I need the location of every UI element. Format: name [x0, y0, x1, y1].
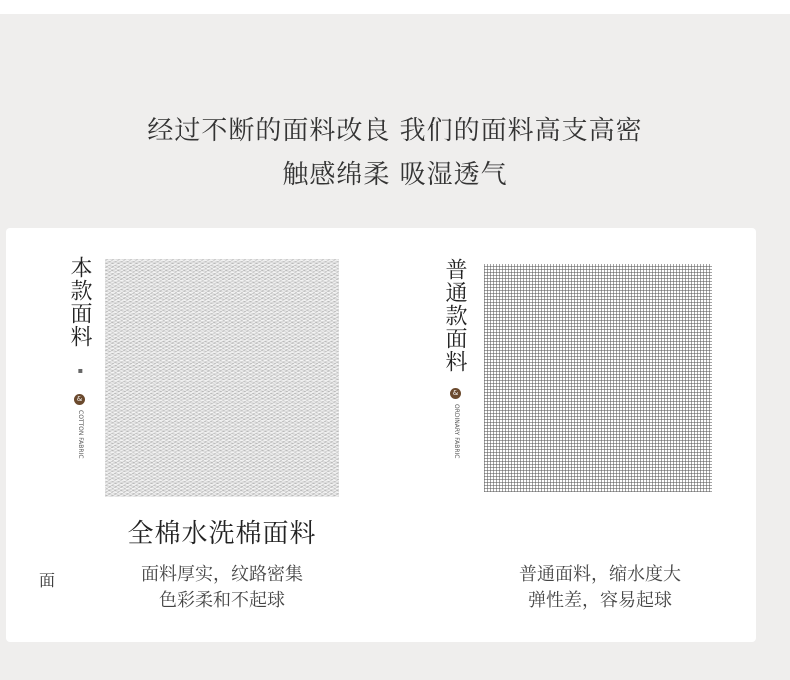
left-desc-line-2: 色彩柔和不起球: [159, 590, 285, 611]
cotton-fabric-swatch: [105, 259, 339, 497]
right-desc-line-1: 普通面料，缩水度大: [519, 564, 681, 585]
headline-line-1: 经过不断的面料改良 我们的面料高支高密: [147, 116, 643, 146]
right-desc-line-2: 弹性差，容易起球: [528, 590, 672, 611]
right-description: [472, 562, 728, 614]
left-description: [104, 562, 340, 614]
ordinary-fabric-swatch: [484, 264, 712, 492]
left-caption: 全棉水洗棉面料: [127, 519, 317, 549]
headline-line-2: 触感绵柔 吸湿透气: [282, 160, 508, 190]
left-small-label: COTTON FABRIC: [77, 410, 84, 459]
right-badge-icon: &: [450, 388, 461, 399]
left-side-mark: 面: [39, 571, 56, 590]
right-vertical-title: 普通款面料: [442, 258, 467, 373]
left-vertical-title: 本款面料: [67, 256, 92, 348]
right-small-label: ORDINARY FABRIC: [453, 404, 460, 459]
top-band: [0, 0, 790, 14]
left-desc-line-1: 面料厚实，纹路密集: [141, 564, 303, 585]
comparison-card: [6, 228, 756, 642]
left-badge-icon: &: [74, 394, 85, 405]
left-divider-mark: ▪: [76, 366, 85, 375]
